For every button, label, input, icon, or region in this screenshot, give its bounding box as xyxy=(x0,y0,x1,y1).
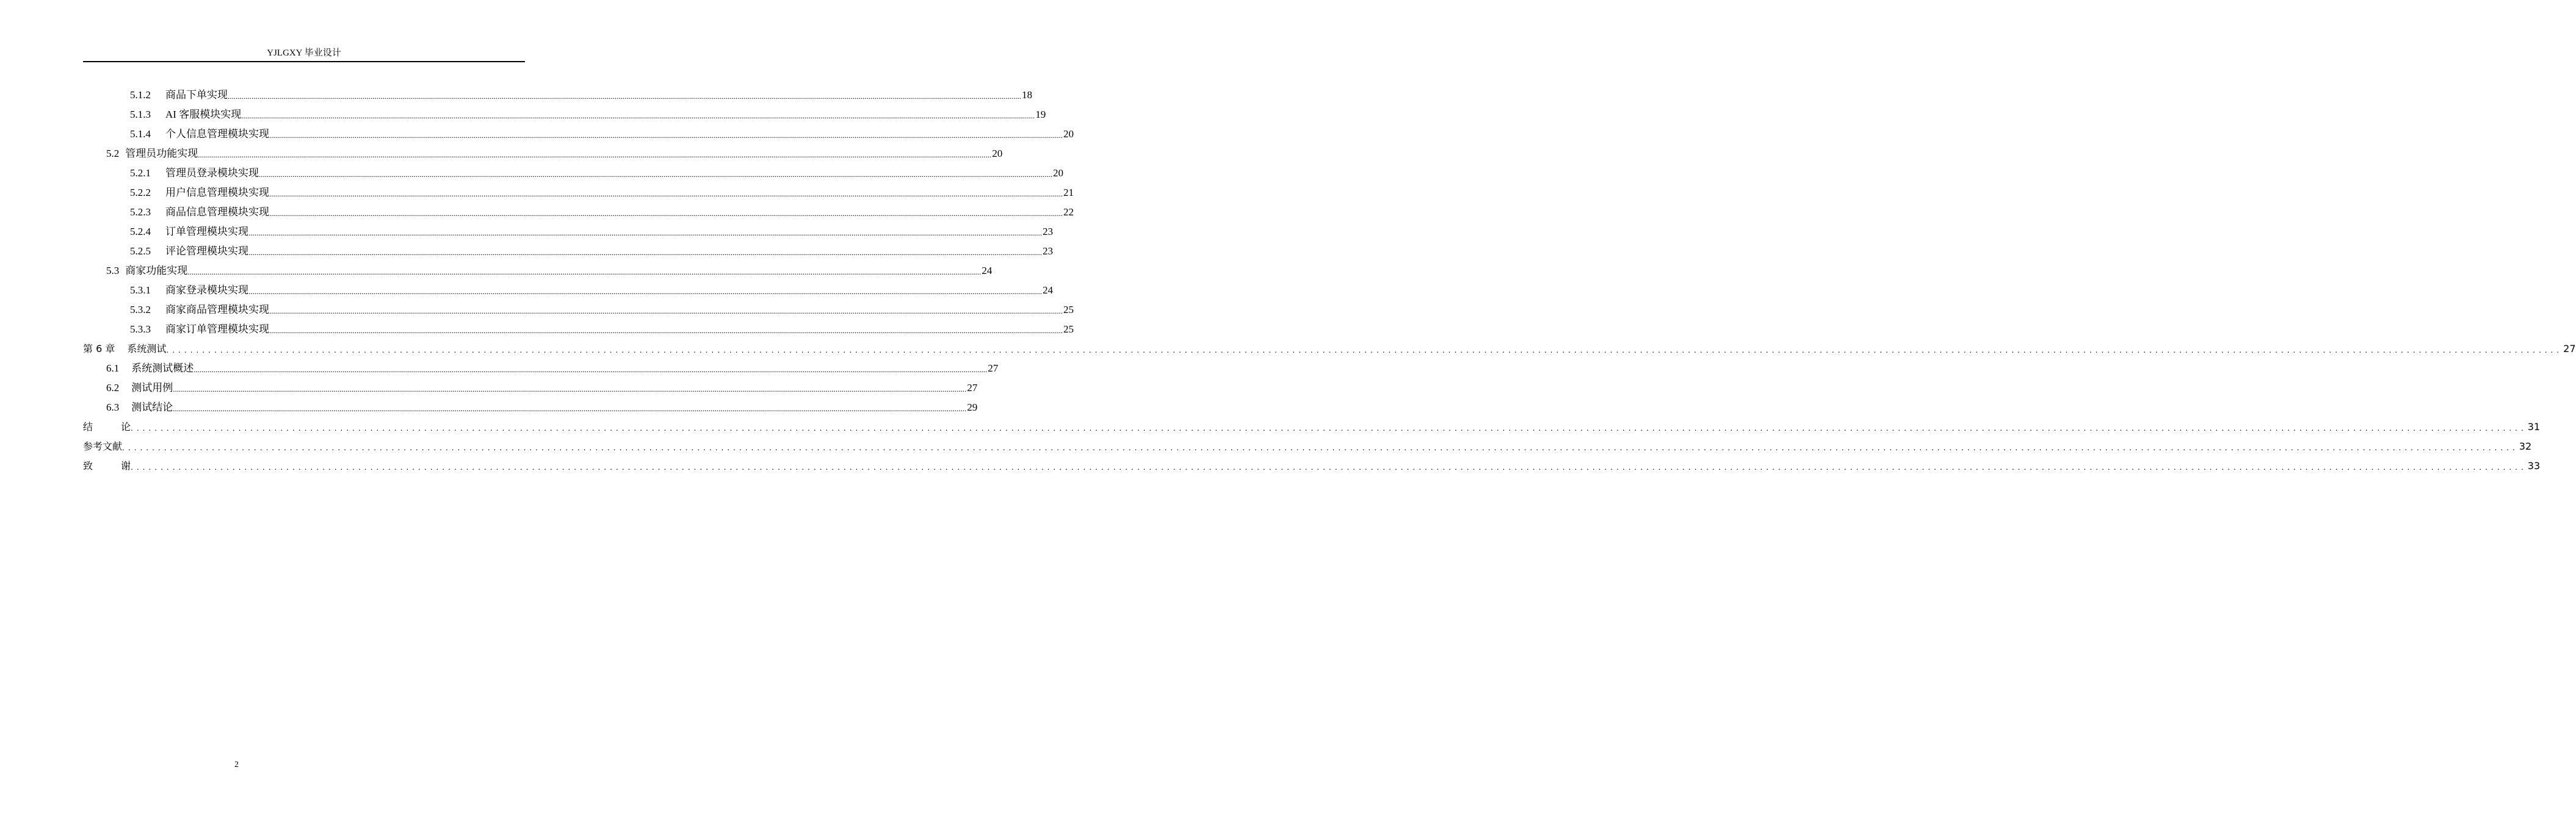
toc-entry[interactable] xyxy=(83,242,1053,261)
toc-entry-number: 5.2.5 xyxy=(130,245,151,257)
toc-entry-page-number: 27 xyxy=(967,382,978,394)
toc-entry-title: 系统测试概述 xyxy=(131,362,194,374)
toc-entry[interactable] xyxy=(83,183,1074,203)
toc-dot-leader: ................................................................................................................................................................................................................................................................................................................................................................................................................ xyxy=(269,326,1063,335)
toc-dot-leader: ................................................................................................................................................................................................................................................................................................................................................................................................................ xyxy=(131,463,2527,472)
toc-entry-title: 致 谢 xyxy=(83,460,131,472)
header-rule xyxy=(83,61,525,62)
toc-entry[interactable] xyxy=(83,417,2541,437)
toc-entry-page-number: 32 xyxy=(2519,441,2532,452)
toc-entry[interactable] xyxy=(83,437,2532,456)
toc-entry[interactable] xyxy=(83,339,2576,359)
toc-entry-page-number: 20 xyxy=(1063,128,1074,140)
toc-entry-page-number: 25 xyxy=(1063,304,1074,315)
toc-entry-title: 测试用例 xyxy=(131,382,173,394)
toc-entry-number: 第 6 章 xyxy=(83,343,115,354)
toc-entry-page-number: 18 xyxy=(1022,89,1032,101)
toc-entry-title: 个人信息管理模块实现 xyxy=(165,128,269,140)
toc-dot-leader: ................................................................................................................................................................................................................................................................................................................................................................................................................ xyxy=(259,170,1052,179)
toc-entry-page-number: 29 xyxy=(967,401,978,413)
toc-entry-title: 管理员登录模块实现 xyxy=(165,167,259,179)
toc-entry-number: 5.2 xyxy=(106,148,120,159)
toc-entry-page-number: 24 xyxy=(1043,284,1053,296)
toc-entry[interactable] xyxy=(83,105,1046,124)
toc-dot-leader: ................................................................................................................................................................................................................................................................................................................................................................................................................ xyxy=(173,384,967,394)
toc-entry-number: 5.2.1 xyxy=(130,167,151,179)
toc-dot-leader: ................................................................................................................................................................................................................................................................................................................................................................................................................ xyxy=(187,267,982,276)
toc-entry-page-number: 27 xyxy=(988,362,999,374)
toc-entry[interactable] xyxy=(83,144,1003,164)
toc-entry[interactable] xyxy=(83,124,1074,144)
toc-entry[interactable] xyxy=(83,261,993,281)
toc-entry-title: 商家商品管理模块实现 xyxy=(165,304,269,315)
toc-dot-leader: ................................................................................................................................................................................................................................................................................................................................................................................................................ xyxy=(269,189,1063,198)
toc-entry[interactable] xyxy=(83,456,2541,476)
toc-entry[interactable] xyxy=(83,398,978,417)
toc-dot-leader: ................................................................................................................................................................................................................................................................................................................................................................................................................ xyxy=(122,444,2519,452)
toc-entry-page-number: 20 xyxy=(992,148,1003,159)
toc-entry-title: 商家登录模块实现 xyxy=(165,284,248,296)
toc-entry[interactable] xyxy=(83,203,1074,222)
toc-entry-page-number: 20 xyxy=(1053,167,1063,179)
toc-dot-leader: ................................................................................................................................................................................................................................................................................................................................................................................................................ xyxy=(198,150,992,159)
toc-entry-page-number: 24 xyxy=(982,265,993,276)
toc-entry-title: 评论管理模块实现 xyxy=(165,245,248,257)
toc-entry-page-number: 33 xyxy=(2527,460,2541,472)
toc-entry-number: 6.3 xyxy=(106,401,120,413)
toc-entry[interactable] xyxy=(83,164,1063,183)
toc-entry-title: 商家订单管理模块实现 xyxy=(165,323,269,335)
toc-dot-leader: ................................................................................................................................................................................................................................................................................................................................................................................................................ xyxy=(248,228,1042,237)
toc-entry-title: 测试结论 xyxy=(131,401,173,413)
toc-entry[interactable] xyxy=(83,320,1074,339)
toc-entry-page-number: 23 xyxy=(1043,226,1053,237)
toc-entry-page-number: 25 xyxy=(1063,323,1074,335)
toc-entry-title: AI 客服模块实现 xyxy=(165,109,242,120)
toc-entry-number: 5.3.3 xyxy=(130,323,151,335)
toc-entry-title: 订单管理模块实现 xyxy=(165,226,248,237)
toc-entry-title: 用户信息管理模块实现 xyxy=(165,187,269,198)
toc-entry-title: 商品信息管理模块实现 xyxy=(165,206,269,218)
page-header: YJLGXY 毕业设计 xyxy=(267,48,341,58)
toc-entry[interactable] xyxy=(83,300,1074,320)
toc-dot-leader: ................................................................................................................................................................................................................................................................................................................................................................................................................ xyxy=(269,209,1063,218)
toc-entry-page-number: 23 xyxy=(1043,245,1053,257)
toc-dot-leader: ................................................................................................................................................................................................................................................................................................................................................................................................................ xyxy=(194,365,988,374)
toc-dot-leader: ................................................................................................................................................................................................................................................................................................................................................................................................................ xyxy=(131,424,2527,433)
toc-entry[interactable] xyxy=(83,222,1053,242)
toc-entry[interactable] xyxy=(83,85,1032,105)
toc-dot-leader: ................................................................................................................................................................................................................................................................................................................................................................................................................ xyxy=(228,92,1021,101)
toc-dot-leader: ................................................................................................................................................................................................................................................................................................................................................................................................................ xyxy=(269,131,1063,140)
toc-entry-number: 5.3.1 xyxy=(130,284,151,296)
toc-dot-leader: ................................................................................................................................................................................................................................................................................................................................................................................................................ xyxy=(241,111,1035,120)
toc-dot-leader: ................................................................................................................................................................................................................................................................................................................................................................................................................ xyxy=(269,306,1063,315)
table-of-contents xyxy=(83,85,2576,476)
toc-entry-title: 商家功能实现 xyxy=(125,265,188,276)
toc-entry-number: 5.2.4 xyxy=(130,226,151,237)
toc-entry-page-number: 21 xyxy=(1063,187,1074,198)
toc-entry-number: 5.3.2 xyxy=(130,304,151,315)
toc-entry[interactable] xyxy=(83,281,1053,300)
toc-entry-number: 5.1.3 xyxy=(130,109,151,120)
toc-entry-title: 结 论 xyxy=(83,421,131,433)
toc-dot-leader: ................................................................................................................................................................................................................................................................................................................................................................................................................ xyxy=(248,248,1042,257)
toc-entry-number: 5.1.2 xyxy=(130,89,151,101)
toc-entry-number: 6.1 xyxy=(106,362,120,374)
toc-entry-number: 6.2 xyxy=(106,382,120,394)
page-number: 2 xyxy=(234,760,239,769)
toc-entry-page-number: 22 xyxy=(1063,206,1074,218)
toc-entry-number: 5.1.4 xyxy=(130,128,151,140)
toc-entry-number: 5.2.3 xyxy=(130,206,151,218)
toc-entry-page-number: 19 xyxy=(1035,109,1046,120)
toc-dot-leader: ................................................................................................................................................................................................................................................................................................................................................................................................................ xyxy=(166,346,2563,354)
toc-entry-title: 商品下单实现 xyxy=(165,89,228,101)
toc-entry-page-number: 31 xyxy=(2527,421,2541,433)
toc-entry-title: 管理员功能实现 xyxy=(125,148,198,159)
toc-entry-number: 5.2.2 xyxy=(130,187,151,198)
toc-dot-leader: ................................................................................................................................................................................................................................................................................................................................................................................................................ xyxy=(173,404,967,413)
toc-entry[interactable] xyxy=(83,359,999,378)
toc-entry-title: 系统测试 xyxy=(127,343,167,354)
toc-entry-title: 参考文献 xyxy=(83,441,123,452)
toc-dot-leader: ................................................................................................................................................................................................................................................................................................................................................................................................................ xyxy=(248,287,1042,296)
toc-entry-number: 5.3 xyxy=(106,265,120,276)
toc-entry-page-number: 27 xyxy=(2563,343,2576,354)
toc-entry[interactable] xyxy=(83,378,978,398)
